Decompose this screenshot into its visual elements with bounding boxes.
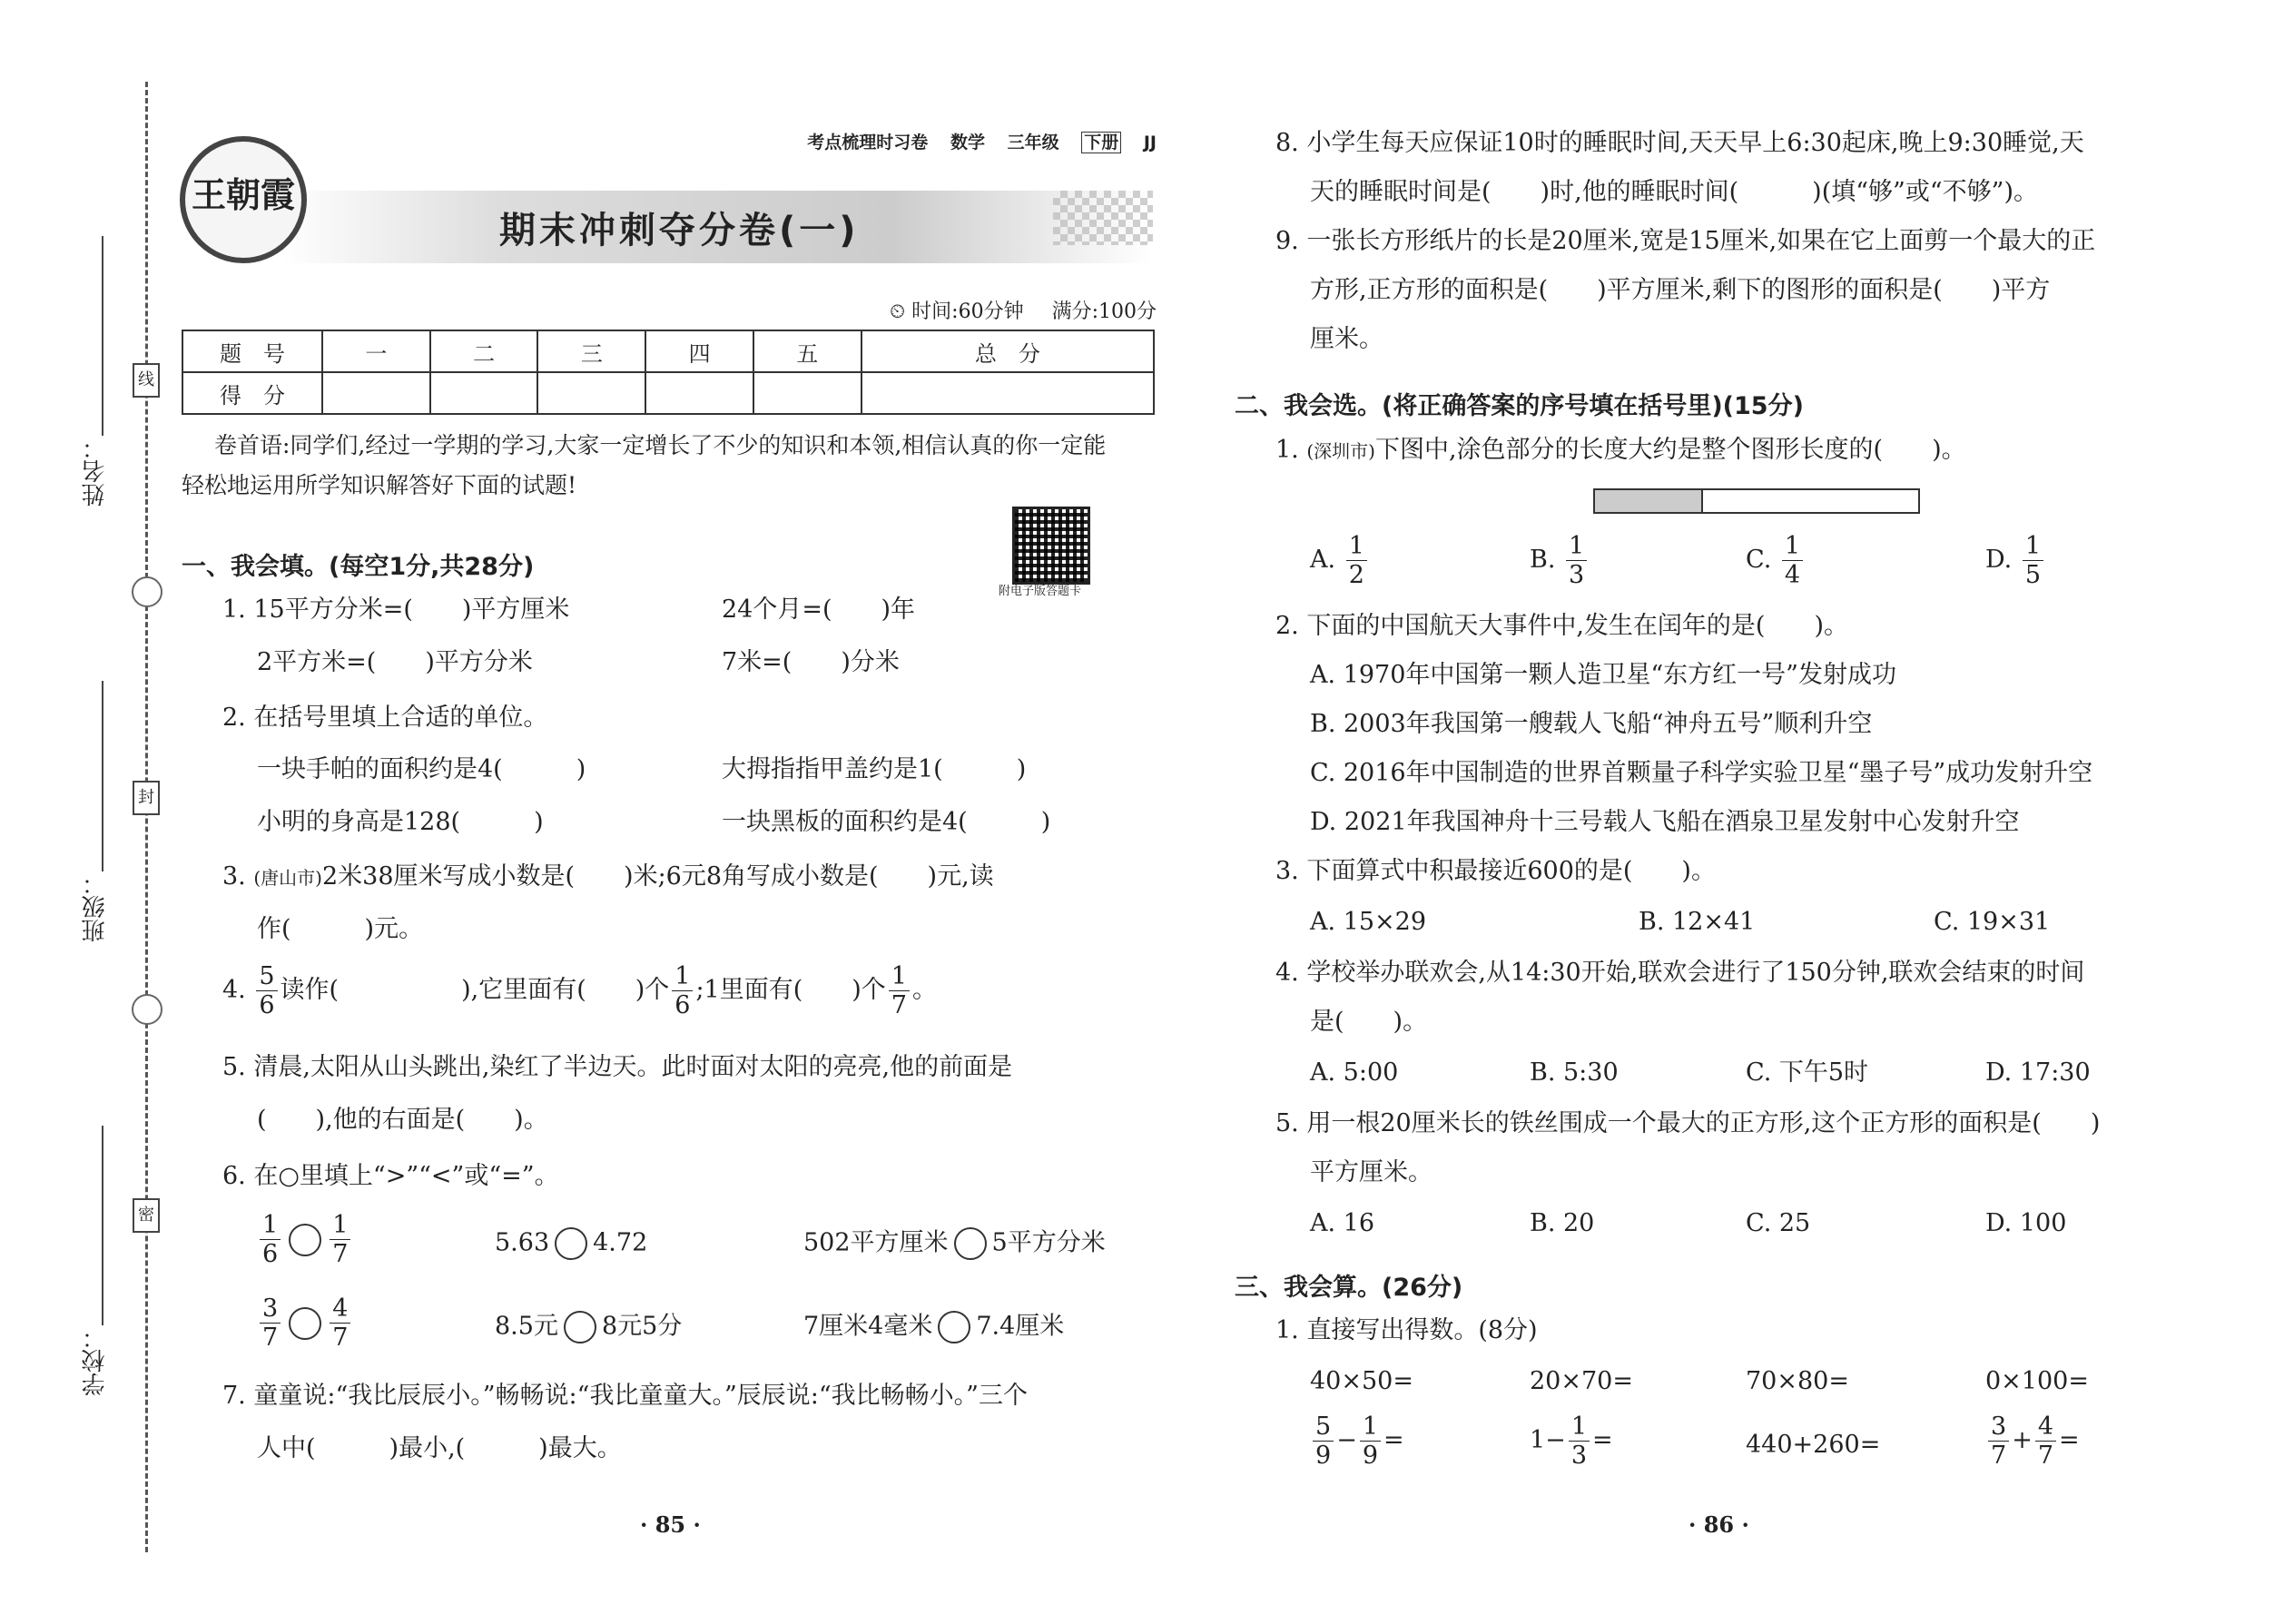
clock-icon: ⏲ — [890, 300, 906, 323]
question-text: 3. 下面算式中积最接近600的是( )。 — [1275, 857, 1716, 885]
question-text: 厘米。 — [1310, 325, 1383, 353]
calc-item: 440+260= — [1746, 1431, 1881, 1459]
school-line — [102, 1126, 103, 1325]
fraction: $\frac{1}{7}$ — [889, 964, 910, 1018]
checker-decoration — [1053, 191, 1153, 245]
question-text: 4. 学校举办联欢会,从14:30开始,联欢会进行了150分钟,联欢会结束的时间 — [1275, 959, 2085, 987]
seal-mark-line: 线 — [133, 363, 160, 398]
option[interactable]: B. 20 — [1530, 1209, 1595, 1237]
option[interactable]: B. $\frac{1}{3}$ — [1530, 534, 1590, 587]
class-line — [102, 681, 103, 871]
compare-item: $\frac{1}{6}$ $\frac{1}{7}$ — [257, 1213, 353, 1266]
option[interactable]: B. 2003年我国第一艘载人飞船“神舟五号”顺利升空 — [1310, 710, 1873, 738]
question-text: 1. 直接写出得数。(8分) — [1275, 1316, 1538, 1344]
option[interactable]: A. 16 — [1310, 1209, 1375, 1237]
section-1-heading: 一、我会填。(每空1分,共28分) — [182, 553, 535, 581]
question-text: ( ),他的右面是( )。 — [257, 1106, 548, 1134]
question-text: 6. 在○里填上“>”“<”或“=”。 — [222, 1162, 559, 1190]
name-label: 姓名： — [82, 436, 109, 507]
question-text: 3. (唐山市)2米38厘米写成小数是( )米;6元8角写成小数是( )元,读 — [222, 862, 994, 891]
table-row: 题 号 一 二 三 四 五 总 分 — [182, 330, 1154, 372]
subject: 数学 — [950, 133, 985, 153]
question-text: 一块手帕的面积约是4( ) — [257, 755, 586, 783]
question-text: 9. 一张长方形纸片的长是20厘米,宽是15厘米,如果在它上面剪一个最大的正 — [1275, 227, 2096, 255]
time-info: ⏲ 时间:60分钟 满分:100分 — [890, 300, 1157, 323]
qr-caption: 附电子版答题卡 — [999, 585, 1082, 598]
page-number: · 86 · — [1689, 1511, 1749, 1538]
option[interactable]: C. 2016年中国制造的世界首颗量子科学实验卫星“墨子号”成功发射升空 — [1310, 759, 2093, 787]
series-name: 考点梳理时习卷 — [807, 133, 929, 153]
binding-hole — [132, 994, 162, 1025]
compare-circle[interactable] — [564, 1311, 596, 1343]
compare-item: 8.5元 8元5分 — [495, 1311, 682, 1343]
score-cell[interactable] — [322, 372, 430, 414]
school-label: 学校： — [82, 1325, 109, 1396]
question-text: 是( )。 — [1310, 1008, 1428, 1036]
question-text: 一块黑板的面积约是4( ) — [722, 808, 1051, 836]
question-text: 平方厘米。 — [1310, 1158, 1433, 1186]
calc-item: $\frac{5}{9}$ − $\frac{1}{9}$ = — [1310, 1414, 1404, 1468]
option[interactable]: D. $\frac{1}{5}$ — [1985, 534, 2046, 587]
question-text: 方形,正方形的面积是( )平方厘米,剩下的图形的面积是( )平方 — [1310, 276, 2051, 304]
score-cell[interactable] — [430, 372, 538, 414]
class-label: 班级： — [82, 871, 109, 942]
score-cell[interactable] — [537, 372, 645, 414]
intro-line: 卷首语:同学们,经过一学期的学习,大家一定增长了不少的知识和本领,相信认真的你一定能 — [214, 432, 1107, 458]
option[interactable]: B. 5:30 — [1530, 1058, 1619, 1087]
question-text: 大拇指指甲盖约是1( ) — [722, 755, 1027, 783]
option[interactable]: D. 17:30 — [1985, 1058, 2091, 1087]
question-text: 2平方米=( )平方分米 — [257, 648, 533, 676]
section-3-heading: 三、我会算。(26分) — [1235, 1274, 1463, 1302]
brand-logo: 王朝霞 — [180, 136, 307, 263]
compare-circle[interactable] — [289, 1224, 321, 1256]
compare-item: 5.63 4.72 — [495, 1227, 647, 1260]
question-text: 1. (深圳市)下图中,涂色部分的长度大约是整个图形长度的( )。 — [1275, 436, 1966, 464]
calc-item: 20×70= — [1530, 1367, 1633, 1395]
compare-circle[interactable] — [954, 1227, 987, 1260]
question-text: 4. $\frac{5}{6}$ 读作( ),它里面有( )个 $\frac{1}{6}$ ;1里面有( )个 $\frac{1}{7}$ 。 — [222, 962, 937, 1019]
compare-circle[interactable] — [938, 1311, 970, 1343]
score-table — [182, 330, 1155, 415]
option[interactable]: A. 1970年中国第一颗人造卫星“东方红一号”发射成功 — [1310, 661, 1896, 689]
calc-item: 40×50= — [1310, 1367, 1413, 1395]
question-text: 8. 小学生每天应保证10时的睡眠时间,天天早上6:30起床,晚上9:30睡觉,天 — [1275, 129, 2084, 157]
option[interactable]: C. 下午5时 — [1746, 1058, 1869, 1087]
compare-item: $\frac{3}{7}$ $\frac{4}{7}$ — [257, 1296, 353, 1350]
option[interactable]: D. 2021年我国神舟十三号载人飞船在酒泉卫星发射中心发射升空 — [1310, 808, 2020, 836]
question-text: 天的睡眠时间是( )时,他的睡眠时间( )(填“够”或“不够”)。 — [1310, 178, 2038, 206]
name-line — [102, 236, 103, 436]
question-text: 人中( )最小,( )最大。 — [257, 1434, 622, 1462]
length-bar — [1593, 488, 1920, 514]
question-text: 2. 在括号里填上合适的单位。 — [222, 704, 548, 732]
compare-item: 502平方厘米 5平方分米 — [803, 1227, 1106, 1260]
fraction: $\frac{5}{6}$ — [256, 964, 277, 1018]
binding-hole — [132, 576, 162, 607]
option[interactable]: C. 25 — [1746, 1209, 1811, 1237]
question-text: 5. 清晨,太阳从山头跳出,染红了半边天。此时面对太阳的亮亮,他的前面是 — [222, 1053, 1013, 1081]
score-cell[interactable] — [861, 372, 1154, 414]
region-tag: (唐山市) — [253, 867, 322, 889]
table-row: 得 分 — [182, 372, 1154, 414]
option[interactable]: C. $\frac{1}{4}$ — [1746, 534, 1806, 587]
shaded-portion — [1595, 490, 1703, 512]
fraction: $\frac{1}{6}$ — [672, 964, 693, 1018]
region-tag: (深圳市) — [1306, 440, 1375, 462]
calc-item: 0×100= — [1985, 1367, 2089, 1395]
score-cell[interactable] — [753, 372, 861, 414]
section-2-heading: 二、我会选。(将正确答案的序号填在括号里)(15分) — [1235, 392, 1804, 420]
volume: 下册 — [1081, 132, 1121, 153]
question-text: 1. 15平方分米=( )平方厘米 — [222, 595, 570, 624]
header-meta — [791, 129, 1157, 153]
question-text: 小明的身高是128( ) — [257, 808, 544, 836]
option[interactable]: C. 19×31 — [1934, 908, 2051, 936]
calc-item: $\frac{3}{7}$ + $\frac{4}{7}$ = — [1985, 1414, 2080, 1468]
question-text: 作( )元。 — [257, 915, 424, 943]
intro-line: 轻松地运用所学知识解答好下面的试题! — [182, 472, 577, 498]
qr-code[interactable] — [1012, 507, 1090, 585]
binding-dashed-line — [145, 82, 148, 1552]
option[interactable]: A. $\frac{1}{2}$ — [1310, 534, 1370, 587]
question-text: 7米=( )分米 — [722, 648, 900, 676]
score-cell[interactable] — [645, 372, 753, 414]
option[interactable]: D. 100 — [1985, 1209, 2067, 1237]
calc-item: 1− $\frac{1}{3}$ = — [1530, 1412, 1613, 1470]
option[interactable]: A. 5:00 — [1310, 1058, 1399, 1087]
page-number: · 85 · — [640, 1511, 701, 1538]
edition: JJ — [1143, 133, 1157, 153]
option[interactable]: B. 12×41 — [1639, 908, 1756, 936]
grade: 三年级 — [1007, 133, 1059, 153]
question-text: 24个月=( )年 — [722, 595, 916, 624]
option[interactable]: A. 15×29 — [1310, 908, 1426, 936]
compare-circle[interactable] — [555, 1227, 587, 1260]
compare-circle[interactable] — [289, 1307, 321, 1340]
compare-item: 7厘米4毫米 7.4厘米 — [803, 1311, 1064, 1343]
question-text: 5. 用一根20厘米长的铁丝围成一个最大的正方形,这个正方形的面积是( ) — [1275, 1109, 2101, 1137]
question-text: 2. 下面的中国航天大事件中,发生在闰年的是( )。 — [1275, 612, 1848, 640]
calc-item: 70×80= — [1746, 1367, 1849, 1395]
page-title: 期末冲刺夺分卷(一) — [499, 210, 860, 251]
question-text: 7. 童童说:“我比辰辰小。”畅畅说:“我比童童大。”辰辰说:“我比畅畅小。”三个 — [222, 1382, 1028, 1410]
seal-mark-dense: 密 — [133, 1198, 160, 1233]
seal-mark-seal: 封 — [133, 781, 160, 815]
